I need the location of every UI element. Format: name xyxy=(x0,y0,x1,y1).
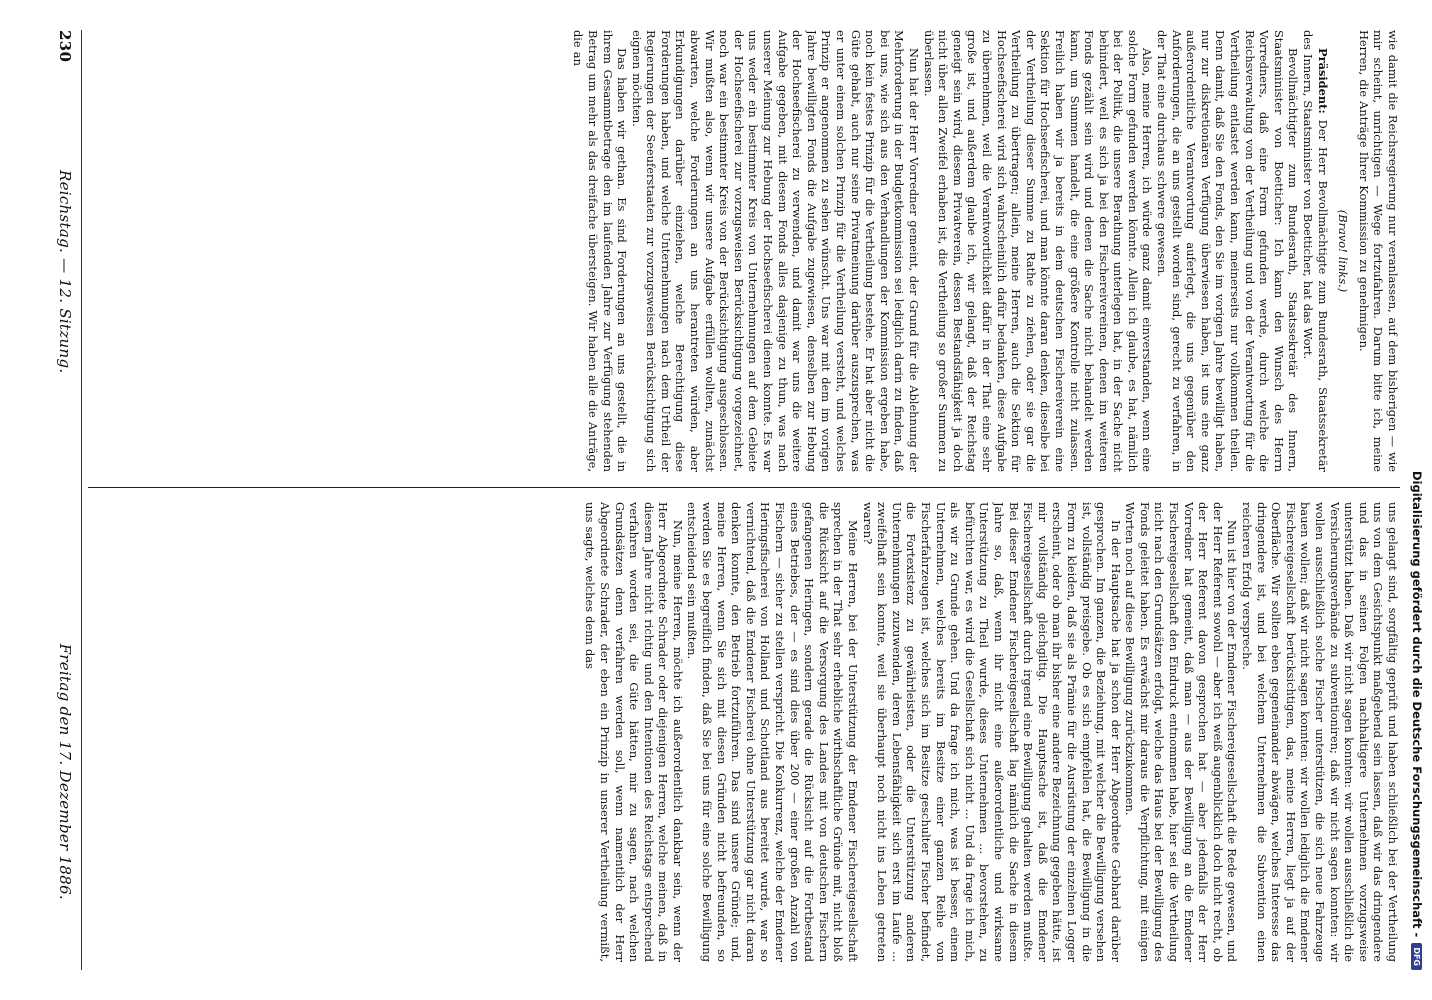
paragraph xyxy=(629,30,921,472)
paragraph-text: Also, meine Herren, ich würde ganz damit einverstanden, wenn eine solche Form gefunden werden könnte. Allein ich glaube, es hat, nämlich bei der Politik, die unsere Berathung unterlegen hat, in der Sache nicht behindert, weil es sich ja bei den Fischereivereinen, denen im weiteren Fonds gezählt sein wird und denen die Sache nicht behandelt werden kann, um Summen handelt, die eine größere Kontrolle nicht zulassen. Freilich haben wir ja bereits in dem deutschen Fischereiverein eine Sektion für Hochseefischerei, und man könnte daran denken, dieselbe bei der Vertheilung dieser Summe zu Rathe zu ziehen, oder sie gar die Vertheilung zu übertragen; allein, meine Herren, auch die Sektion für Hochseefischerei wird sich wahrscheinlich dafür bedanken, diese Aufgabe zu übernehmen, weil die Verantwortlichkeit dafür in der That eine sehr große ist, und außerdem glaube ich, wir gelangt, daß der Reichstag geneigt sein wird, diesem Privatverein, dessen Bestandsfähigkeit ja doch nicht über allen Zweifel erhaben ist, die Vertheilung so großer Summen zu überlassen. xyxy=(921,30,1155,472)
paragraph xyxy=(571,30,629,472)
digitization-credit xyxy=(1408,40,1426,970)
paragraph-text: wie damit die Reichsregierung nur veranlassen, auf dem bisherigen — wie mir scheint, unrichtigen — Wege fortzufahren. Darum bitte ich, meine Herren, die Anträge Ihrer Kommission zu genehmigen. xyxy=(1356,30,1400,472)
paragraph xyxy=(1123,502,1240,962)
paragraph-text: Das haben wir gethan. Es sind Forderungen an uns gestellt, die in ihrem Gesammtbetrage den im laufenden Jahre zur Verfügung stehenden Betrag um mehr als das dreifache übersteigen. Wir haben alle die Anträge, die an xyxy=(571,30,630,472)
dfg-logo: DFG xyxy=(1412,943,1423,970)
paragraph-text: Nun, meine Herren, möchte ich außerordentlich dankbar sein, wenn der Herr Abgeordnete Schrader oder diejenigen Herren, welche meinen, daß in diesem Jahre nicht richtig und den Intentionen des Reichstags entsprechend verfahren worden sei, die Güte hätten, mir zu sagen, nach welchen Grundsätzen denn verfahren werden soll, wenn namentlich der Herr Abgeordnete Schrader, der eben ein Prinzip in unserer Vertheilung vermißt, uns sagte, welches denn das xyxy=(583,502,685,962)
paragraph-text: Nun ist hier von der Emdener Fischereigesellschaft die Rede gewesen, und der Herr Referent sowohl — aber ich weiß augenblicklich doch nicht recht, ob der Herr Referent davon gesprochen hat — aber jedenfalls der Herr Vorredner hat gemeint, daß man — aus der Bewilligung an die Emdener Fischereigesellschaft den Eindruck entnommen habe, hier sei die Vertheilung nicht nach den Grundsätzen erfolgt, welche das Haus bei der Bewilligung des Fonds geleitet haben. Es erwächst mir daraus die Verpflichtung, mit einigen Worten noch auf diese Bewilligung zurückzukommen. xyxy=(1123,502,1240,962)
paragraph-text: Meine Herren, bei der Unterstützung der Emdener Fischereigesellschaft sprechen in der That sehr erhebliche wirthschaftliche Gründe mit, nicht bloß die Rücksicht auf die Versorgung des Landes mit von deutschen Fischern gefangenen Heringen, sondern gerade die Rücksicht auf die Fortbestand eines Betriebes, der — es sind dies über 200 — einer großen Anzahl von Fischern — sicher zu stellen verspricht. Die Konkurrenz, welche der Emdener Heringsfischerei von Holland und Schottland aus bereitet wurde, war so vernichtend, daß die Emdener Fischerei ohne Unterstützung gar nicht daran denken konnte, den Betrieb fortzuführen. Das sind unsere Gründe; und, meine Herren, wenn Sie sich mit diesen Gründen nicht befreunden, so werden Sie es begreiflich finden, daß Sie bei uns für eine solche Bewilligung entscheidend sein mußten. xyxy=(685,502,861,962)
header-rule xyxy=(81,30,82,970)
paragraph-text: Der Herr Bevollmächtigte zum Bundesrath, Staatssekretär des Innern, Staatsminister von Boetticher, hat das Wort. xyxy=(1301,30,1330,472)
page-number: 230 xyxy=(56,30,74,63)
scanned-page xyxy=(40,0,1430,1000)
left-column xyxy=(88,30,1400,472)
interjection xyxy=(1336,30,1351,472)
speaker-label: Präsident: xyxy=(1315,48,1330,114)
paragraph xyxy=(1300,30,1329,472)
credit-text: Digitalisierung gefördert durch die Deutsche Forschungsgemeinschaft - xyxy=(1410,470,1424,938)
header-session: Reichstag. — 12. Sitzung. xyxy=(56,170,74,374)
paragraph xyxy=(1356,30,1400,472)
right-column xyxy=(88,502,1400,962)
paragraph xyxy=(685,502,860,962)
header-date: Freitag den 17. Dezember 1886. xyxy=(56,643,74,900)
running-header xyxy=(52,30,78,960)
paragraph xyxy=(1239,502,1400,962)
paragraph xyxy=(921,30,1155,472)
paragraph-text: Nun hat der Herr Vorredner gemeint, der Grund für die Ablehnung der Mehrforderung in der Budgetkommission sei lediglich darin zu finden, daß bei uns, wie sich aus den Verhandlungen der Kommission ergeben habe, noch kein festes Prinzip für die Vertheilung bestehe. Er hat aber nicht die Güte gehabt, auch nur seine Privatmeinung darüber auszusprechen, was er unter einem solchen Prinzip für die Vertheilung versteht, und welches Prinzip er angenommen zu sehen wünscht. Uns war mit dem im vorigen Jahre bewilligten Fonds die Aufgabe zugewiesen, denselben zur Hebung der Hochseefischerei zu verwenden, und damit war uns die weitere Aufgabe gegeben, mit diesem Fonds alles dasjenige zu thun, was nach unserer Meinung zur Hebung der Hochseefischerei dienen konnte. Es war uns weder ein bestimmter Kreis von Unternehmungen auf dem Gebiete der Hochseefischerei zur vorzugsweisen Berücksichtigung vorgezeichnet, noch war ein bestimmter Kreis von der Berücksichtigung ausgeschlossen. Wir mußten also, wenn wir unsere Aufgabe erfüllen wollten, zunächst abwarten, welche Forderungen an uns herantreten würden, aber Erkundigungen darüber einziehen, welche Berechtigung diese Forderungen haben, und welche Unternehmungen nach dem Urtheil der Regierungen der Seeuferstaaten zur vorzugsweisen Berücksichtigung sich eignen möchten. xyxy=(629,30,921,472)
paragraph-text: uns gelangt sind, sorgfältig geprüft und haben schließlich bei der Vertheilung uns von dem Gesichtspunkt maßgebend sein lassen, daß wir das dringendere und das in seinen Folgen nachhaltigere Unternehmen vorzugsweise unterstützt haben. Daß wir nicht sagen konnten: wir wollen ausschließlich die Versicherungsverbände zu subventioniren; daß wir nicht sagen konnten: wir wollen ausschließlich solche Fischer unterstützen, die sich neue Fahrzeuge bauen wollen; daß wir nicht sagen konnten: wir wollen lediglich die Emdener Fischereigesellschaft berücksichtigen, das, meine Herren, liegt ja auf der Oberfläche. Wir sollten eben gegeneinander abwägen, welches Interesse das dringendere ist, und bei welchem Unternehmen die Subvention einen reicheren Erfolg verspreche. xyxy=(1240,502,1400,962)
paragraph xyxy=(860,502,1123,962)
paragraph xyxy=(583,502,685,962)
paragraph-text: (Bravo! links.) xyxy=(1336,209,1351,293)
paragraph-text: Bevollmächtigter zum Bundesrath, Staatssekretär des Innern, Staatsminister von Boetticher: Ich kann den Wunsch des Herrn Vorredners, daß eine Form gefunden werde, durch welche die Reichsverwaltung von der Vertheilung und von der Verantwortung für die Vertheilung entlastet werden kann, meinerseits nur vollkommen theilen. Denn damit, daß Sie den Fonds, den Sie im vorigen Jahre bewilligt haben, nur zur diskretionären Verfügung überwiesen haben, ist uns eine ganz außerordentliche Verantwortung auferlegt, die uns gegenüber den Anforderungen, die an uns gestellt worden sind, gerecht zu verfahren, in der That eine durchaus schwere gewesen. xyxy=(1155,30,1301,472)
paragraph xyxy=(1155,30,1301,472)
paragraph-text: In der Hauptsache hat ja schon der Herr Abgeordnete Gebhard darüber gesprochen. Im ganzen, die Beziehung, mit welcher die Bewilligung versehen ist, vollständig preisgebe. Ob es sich empfehlen hat, die Bewilligung in die Form zu kleiden, daß sie als Prämie für die Ausrüstung der einzelnen Logger erscheint, oder ob man ihr bisher eine andere Bezeichnung gegeben hätte, ist mir vollständig gleichgiltig. Die Hauptsache ist, daß die Emdener Fischereigesellschaft durch irgend eine Bewilligung gehalten werden mußte. Bei dieser Emdener Fischereigesellschaft lag nämlich die Sache in diesem Jahre so, daß, wenn ihr nicht eine außerordentliche und wirksame Unterstützung zu Theil wurde, dieses Unternehmen ... bevorstehen, zu befürchten war, es wird die Gesellschaft sich nicht ... Und da frage ich mich, als wir zu Grunde gehen. Und da frage ich mich, was ist besser, einem Unternehmen, welches bereits im Besitze einer ganzen Reihe von Fischerfahrzeugen ist, welches sich im Besitze geschulter Fischer befindet, die Fortexistenz zu gewährleisten, oder die Unterstützung anderen Unternehmungen zuzuwenden, deren Lebensfähigkeit sich erst im Laufe ... zweifelhaft sein konnte, weil sie überhaupt noch nicht ins Leben getreten waren? xyxy=(860,502,1123,962)
column-divider xyxy=(88,487,1400,488)
